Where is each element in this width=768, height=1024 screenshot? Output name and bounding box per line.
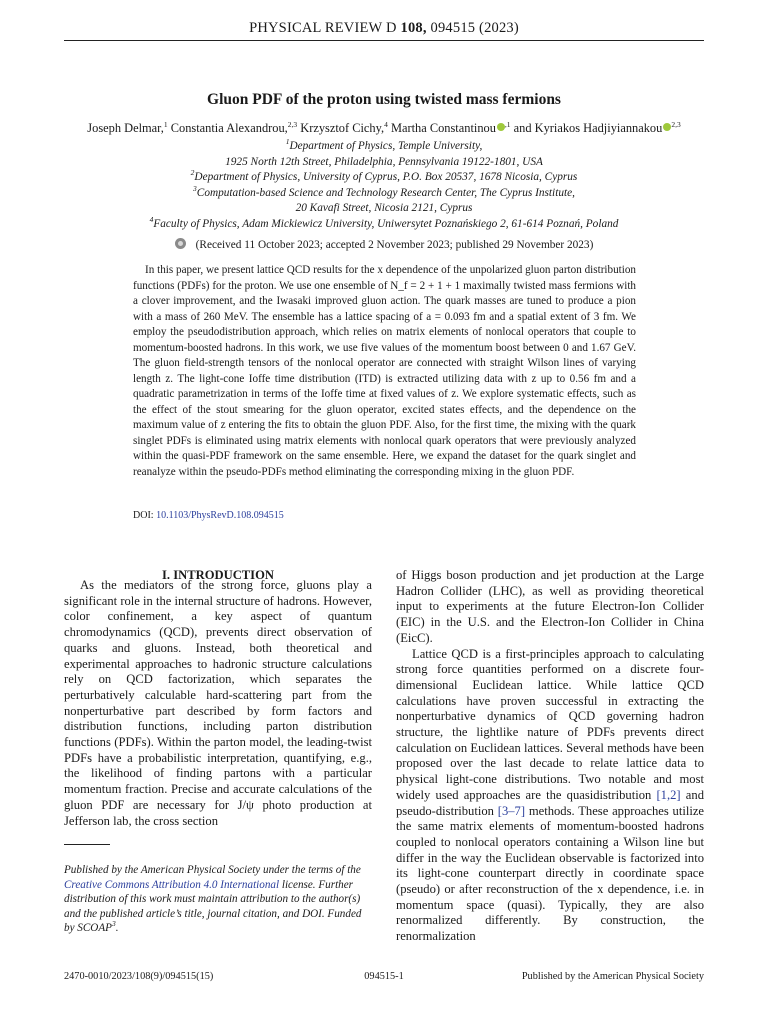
affiliation: $^4$Faculty of Physics, Adam Mickiewicz University, Uniwersytet Poznańskiego 2, 61-614 Poznań, Poland <box>149 214 619 230</box>
continued-paragraph: of Higgs boson production and jet production at the Large Hadron Collider (LHC), as well as providing theoretical input to experiments at the future Electron-Ion Collider (EIC) in the U.S. and the Electron-Ion Collider in China (EicC). <box>396 568 704 645</box>
author-affiliation-mark: 4 <box>384 120 388 129</box>
affiliation-line: 20 Kavafi Street, Nicosia 2121, Cyprus <box>295 202 473 214</box>
affiliation: $^2$Department of Physics, University of Cyprus, P.O. Box 20537, 1678 Nicosia, Cyprus <box>190 168 578 183</box>
footnote-rule <box>64 844 110 845</box>
citation-link[interactable]: [1,2] <box>656 787 681 802</box>
citation-link[interactable]: [3–7] <box>497 803 526 818</box>
author-name: Joseph Delmar, <box>87 121 164 135</box>
doi-line <box>133 510 284 521</box>
abstract: In this paper, we present lattice QCD results for the x dependence of the unpolarized gluon parton distribution functions (PDFs) for the proton. We use one ensemble of N_f = 2 + 1 + 1 maximally twisted mass fermions with a clover improvement, and the Iwasaki improved gluon action. The quark masses are tuned to produce a pion with a mass of 260 MeV. The ensemble has a lattice spacing of a = 0.093 fm and a spatial extent of 3 fm. We employ the pseudodistribution approach, which relies on matrix elements of nonlocal operators that couple to momentum-boosted hadrons. In this work, we use five values of the momentum boost between 0 and 1.67 GeV. The gluon field-strength tensors of the nonlocal operator are connected with straight Wilson lines of varying length z. The light-cone Ioffe time distribution (ITD) is extracted utilizing data with z up to 0.56 fm and a quadratic parametrization in terms of the Ioffe time at fixed values of z. We explore systematic effects, such as the effect of the stout smearing for the gluon operator, excited states effects, and the dependence on the maximum value of z entering the fits to obtain the gluon PDF. Also, for the first time, the mixing with the quark singlet PDFs is eliminated using matrix elements with nonlocal quark operators that were previously analyzed within the quasi-PDF framework on the same ensemble. Here, we expand the dataset for the quark singlet and reanalyze within the pseudo-PDFs method eliminating the corresponding mixing in the gluon PDF. <box>133 264 636 478</box>
author-list: Joseph Delmar,$^1$ Constantia Alexandrou,$^{2,3}$ Krzysztof Cichy,$^4$ Martha Constantinou $^{,1}$ and Kyriakos Hadjiyiannakou $^{2,3}$ <box>87 120 681 135</box>
header-rule <box>64 40 704 41</box>
article-number: 094515 (2023) <box>430 20 519 36</box>
author-affiliation-mark: 1 <box>163 120 168 129</box>
journal-volume: 108, <box>400 20 427 36</box>
check-for-updates-icon[interactable] <box>175 238 186 249</box>
journal-name: PHYSICAL REVIEW D <box>249 20 397 36</box>
paper-title: Gluon PDF of the proton using twisted mass fermions <box>207 91 561 108</box>
footer-page-number: 094515-1 <box>364 971 404 982</box>
running-header <box>64 20 704 37</box>
author-affiliation-mark: 2,3 <box>287 120 298 129</box>
lattice-paragraph: Lattice QCD is a first-principles approach to calculating strong force quantities performed on a discrete four-dimensional Euclidean lattice. While lattice QCD calculations have proven successful in extracting the nonperturbative dynamics of QCD governing hadron structure, the lightlike nature of PDFs prevents direct calculation on Euclidean lattices. Several methods have been proposed over the last decade to relate lattice data to physical light-cone distributions. Two notable and most widely used approaches are the quasidistribution [1,2] and pseudo-distribution [3–7] methods. These approaches utilize the same matrix elements of momentum-boosted hadrons coupled to nonlocal operators containing a Wilson line but differ in the way the Euclidean observable is factorized into its light-cone counterpart directly in coordinate space (pseudo) or after reconstruction of the x dependence, i.e. in momentum space (quasi). Typically, they are also renormalized differently. By construction, the renormalization <box>396 646 704 944</box>
author-name: and Kyriakos Hadjiyiannakou <box>513 121 663 135</box>
affiliations <box>64 139 704 232</box>
orcid-icon[interactable] <box>497 123 505 131</box>
author-name: Krzysztof Cichy, <box>300 121 385 135</box>
section-heading: I. INTRODUCTION <box>162 568 274 582</box>
doi-label: DOI: <box>133 510 154 521</box>
left-column <box>64 578 372 829</box>
publication-history <box>64 238 704 251</box>
affiliation-line: 1925 North 12th Street, Philadelphia, Pennsylvania 19122-1801, USA <box>225 155 543 168</box>
received-dates: (Received 11 October 2023; accepted 2 November 2023; published 29 November 2023) <box>195 239 594 251</box>
doi-link[interactable]: 10.1103/PhysRevD.108.094515 <box>156 510 284 521</box>
affiliation: $^1$Department of Physics, Temple University, <box>285 137 483 152</box>
author-affiliation-mark: 2,3 <box>671 120 681 129</box>
author-name: Constantia Alexandrou, <box>170 121 288 135</box>
author-name: Martha Constantinou <box>390 121 496 135</box>
author-affiliation-mark: 1 <box>506 120 511 129</box>
footer-issn: 2470-0010/2023/108(9)/094515(15) <box>64 971 214 982</box>
intro-paragraph: As the mediators of the strong force, gluons play a significant role in the internal structure of hadrons. However, color confinement, a key aspect of quantum chromodynamics (QCD), prevents direct observation of quarks and gluons. Instead, both theoretical and experimental approaches to hadronic structure calculations rely on QCD factorization, which separates the perturbatively calculable hard-scattering part from the nonperturbative part described by form factors and distribution functions, including parton distribution functions (PDFs). Within the parton model, the leading-twist PDFs have a probabilistic interpretation, quantifying, e.g., the likelihood of finding partons with a particular momentum fraction. Precise and accurate calculations of the gluon PDF are necessary for J/ψ photo production at Jefferson lab, the cross section <box>64 578 372 828</box>
right-column <box>396 568 704 945</box>
license-footnote: Published by the American Physical Society under the terms of the Creative Commons Attribution 4.0 International license. Further distribution of this work must maintain attribution to the author(s) and the published article’s title, journal citation, and DOI. Funded by SCOAP$^3$. <box>64 864 362 934</box>
license-link[interactable]: Creative Commons Attribution 4.0 International <box>64 878 280 891</box>
affiliation: $^3$Computation-based Science and Technology Research Center, The Cyprus Institute, <box>193 183 575 199</box>
footer-publisher: Published by the American Physical Society <box>521 971 704 982</box>
